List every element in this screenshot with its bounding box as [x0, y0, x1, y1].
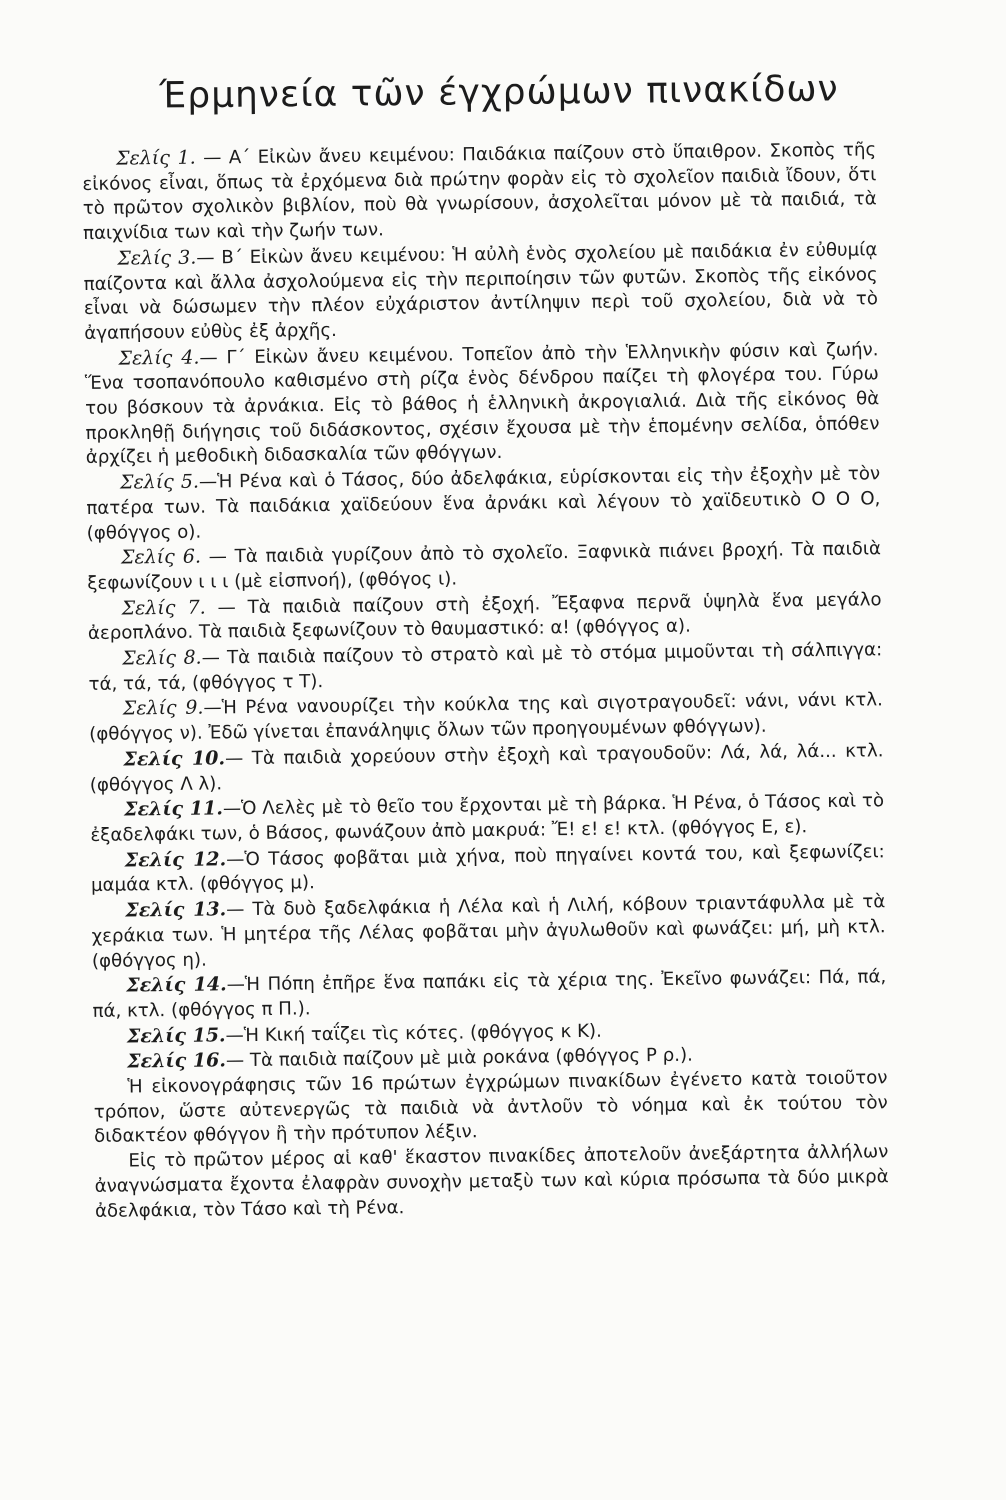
paragraph-page-15: Σελίς 15.—Ἡ Κική ταΐζει τὶς κότες. (φθόγγος κ Κ).: [126, 1020, 602, 1048]
paragraph-page-3: Σελίς 3.— Β΄ Εἰκὼν ἄνευ κειμένου: Ἡ αὐλὴ ἑνὸς σχολείου μὲ παιδάκια ἐν εὐθυμίᾳ παίζοντα καὶ ἄλλα ἀσχολούμενα εἰς τὴν περιποίησιν τῶν φυτῶν. Σκοπὸς τῆς εἰκόνος εἶναι νὰ δώσωμεν τὴν πλέον εὐχάριστον ἀντίληψιν περὶ τοῦ σχολείου, διὰ νὰ τὸ ἀγαπήσουν εὐθὺς ἐξ ἀρχῆς.: [83, 239, 879, 344]
section-label: Σελίς 5.: [119, 470, 200, 494]
paragraph-text: Ὁ Τάσος φοβᾶται μιὰ χήνα, ποὺ πηγαίνει κοντά του, καὶ ξεφωνίζει: μαμάα κτλ. (φθόγγος μ).: [90, 840, 885, 897]
closing-paragraph: Ἡ εἰκονογράφησις τῶν 16 πρώτων ἐγχρώμων πινακίδων ἐγένετο κατὰ τοιοῦτον τρόπον, ὥστε αὐτενεργῶς τὰ παιδιὰ νὰ ἀντλοῦν τὸ νόημα καὶ ἐκ τούτου τὸν διδακτέον φθόγγον ἢ τὴν πρότυπον λέξιν.: [93, 1067, 888, 1148]
paragraph-page-6: Σελίς 6. — Τὰ παιδιὰ γυρίζουν ἀπὸ τὸ σχολεῖο. Ξαφνικὰ πιάνει βροχή. Τὰ παιδιὰ ξεφωνίζουν ι ι ι (μὲ εἰσπνοή), (φθόγος ι).: [87, 538, 882, 594]
section-label: Σελίς 9.: [122, 697, 204, 721]
section-label: Σελίς 10.: [123, 747, 226, 771]
paragraph-text: Γ΄ Εἰκὼν ἄνευ κειμένου. Τοπεῖον ἀπὸ τὴν Ἑλληνικὴν φύσιν καὶ ζωήν. Ἕνα τσοπανόπουλο καθισμένο στὴ ρίζα ἑνὸς δένδρου παίζει τὴ φλογέρα του. Γύρω του βόσκουν τὰ ἀρνάκια. Εἰς τὸ βάθος ἡ ἑλληνικὴ ἀκρογιαλιά. Διὰ τῆς εἰκόνος θὰ προκληθῇ διήγησις τοῦ διδάσκοντος, σχέσιν ἔχουσα μὲ τὴν ἑπομένην σελίδα, ὁπόθεν ἀρχίζει ἡ μεθοδικὴ διδασκαλία τῶν φθόγγων.: [84, 338, 880, 469]
paragraph-page-1: Σελίς 1. — Α΄ Εἰκὼν ἄνευ κειμένου: Παιδάκια παίζουν στὸ ὕπαιθρον. Σκοπὸς τῆς εἰκόνος εἶναι, ὅπως τὰ ἐρχόμενα διὰ πρώτην φορὰν εἰς τὸ σχολεῖον παιδιὰ ἴδουν, ὅτι τὸ πρῶτον σχολικὸν βιβλίον, ποὺ θὰ γνωρίσουν, ἀσχολεῖται μόνον μὲ τὰ παιδιά, τὰ παιχνίδια των καὶ τὴν ζωήν των.: [82, 139, 877, 245]
closing-paragraph: Εἰς τὸ πρῶτον μέρος αἱ καθ' ἕκαστον πινακίδες ἀποτελοῦν ἀνεξάρτητα ἀλλήλων ἀναγνώσματα ἔχοντα ἐλαφρὰν συνοχὴν μεταξὺ των καὶ κύρια πρόσωπα τὰ δύο μικρὰ ἀδελφάκια, τὸν Τάσο καὶ τὴ Ρένα.: [94, 1141, 889, 1222]
section-label: Σελίς 6.: [120, 545, 202, 569]
paragraph-page-16: Σελίς 16.— Τὰ παιδιὰ παίζουν μὲ μιὰ ροκάνα (φθόγγος Ρ ρ.).: [127, 1044, 694, 1073]
paragraph-text: Τὰ παιδιὰ παίζουν μὲ μιὰ ροκάνα (φθόγγος Ρ ρ.).: [249, 1044, 694, 1072]
paragraph-text: Ἡ Πόπη ἐπῆρε ἕνα παπάκι εἰς τὰ χέρια της. Ἐκεῖνο φωνάζει: Πά, πά, πά, κτλ. (φθόγγος π Π.).: [92, 966, 887, 1022]
section-label: Σελίς 15.: [126, 1023, 226, 1048]
section-label: Σελίς 14.: [126, 973, 227, 997]
section-label: Σελίς 1.: [116, 146, 196, 170]
paragraph-text: Α΄ Εἰκὼν ἄνευ κειμένου: Παιδάκια παίζουν στὸ ὕπαιθρον. Σκοπὸς τῆς εἰκόνος εἶναι, ὅπως τὰ ἐρχόμενα διὰ πρώτην φορὰν εἰς τὸ σχολεῖον παιδιὰ ἴδουν, ὅτι τὸ πρῶτον σχολικὸν βιβλίον, ποὺ θὰ γνωρίσουν, ἀσχολεῖται μόνον μὲ τὰ παιδιά, τὰ παιχνίδια των καὶ τὴν ζωήν των.: [82, 139, 877, 245]
paragraph-page-13: Σελίς 13.— Τὰ δυὸ ξαδελφάκια ἡ Λέλα καὶ ἡ Λιλή, κόβουν τριαντάφυλλα μὲ τὰ χεράκια των. Ἡ μητέρα τῆς Λέλας φοβᾶται μὴν ἀγυλωθοῦν καὶ φωνάζει: μή, μὴ κτλ. (φθόγγος η).: [91, 891, 886, 972]
section-label: Σελίς 4.: [118, 346, 200, 370]
section-label: Σελίς 13.: [125, 898, 227, 922]
section-label: Σελίς 12.: [124, 847, 227, 872]
paragraph-page-7: Σελίς 7. — Τὰ παιδιὰ παίζουν στὴ ἐξοχή. Ἔξαφνα περνᾶ ὑψηλὰ ἕνα μεγάλο ἀεροπλάνο. Τὰ παιδιὰ ξεφωνίζουν τὸ θαυμαστικό: α! (φθόγγος α).: [87, 588, 882, 645]
paragraph-page-5: Σελίς 5.—Ἡ Ρένα καὶ ὁ Τάσος, δύο ἀδελφάκια, εὑρίσκονται εἰς τὴν ἐξοχὴν μὲ τὸν πατέρα των. Τὰ παιδάκια χαϊδεύουν ἕνα ἀρνάκι καὶ λέγουν τὸ χαϊδευτικὸ Ο Ο Ο, (φθόγγος ο).: [86, 463, 881, 544]
section-label: Σελίς 16.: [127, 1049, 227, 1073]
paragraph-text: Ὁ Λελὲς μὲ τὸ θεῖο του ἔρχονται μὲ τὴ βάρκα. Ἡ Ρένα, ὁ Τάσος καὶ τὸ ἐξαδελφάκι των, ὁ Βάσος, φωνάζουν ἀπὸ μακρυά: Ἔ! ε! ε! κτλ. (φθόγγος Ε, ε).: [90, 790, 885, 846]
paragraph-text: Τὰ παιδιὰ παίζουν στὴ ἐξοχή. Ἔξαφνα περνᾶ ὑψηλὰ ἕνα μεγάλο ἀεροπλάνο. Τὰ παιδιὰ ξεφωνίζουν τὸ θαυμαστικό: α! (φθόγγος α).: [87, 588, 882, 645]
paragraph-page-10: Σελίς 10.— Τὰ παιδιὰ χορεύουν στὴν ἐξοχὴ καὶ τραγουδοῦν: Λά, λά, λά... κτλ. (φθόγγος Λ λ).: [89, 740, 884, 796]
paragraph-page-11: Σελίς 11.—Ὁ Λελὲς μὲ τὸ θεῖο του ἔρχονται μὲ τὴ βάρκα. Ἡ Ρένα, ὁ Τάσος καὶ τὸ ἐξαδελφάκι των, ὁ Βάσος, φωνάζουν ἀπὸ μακρυά: Ἔ! ε! ε! κτλ. (φθόγγος Ε, ε).: [90, 790, 885, 846]
paragraph-page-9: Σελίς 9.—Ἡ Ρένα νανουρίζει τὴν κούκλα της καὶ σιγοτραγουδεῖ: νάνι, νάνι κτλ. (φθόγγος ν). Ἐδῶ γίνεται ἐπανάληψις ὅλων τῶν προηγουμένων φθόγγων).: [89, 689, 883, 746]
paragraph-text: Τὰ παιδιὰ χορεύουν στὴν ἐξοχὴ καὶ τραγουδοῦν: Λά, λά, λά... κτλ. (φθόγγος Λ λ).: [89, 740, 884, 796]
paragraph-text: Ἡ Ρένα νανουρίζει τὴν κούκλα της καὶ σιγοτραγουδεῖ: νάνι, νάνι κτλ. (φθόγγος ν). Ἐδῶ γίνεται ἐπανάληψις ὅλων τῶν προηγουμένων φθόγγων).: [89, 689, 883, 746]
paragraph-page-8: Σελίς 8.— Τὰ παιδιὰ παίζουν τὸ στρατὸ καὶ μὲ τὸ στόμα μιμοῦνται τὴ σάλπιγγα: τά, τά, τά, (φθόγγος τ Τ).: [88, 639, 883, 695]
page-title: Έρμηνεία τῶν έγχρώμων πινακίδων: [159, 68, 839, 117]
paragraph-page-4: Σελίς 4.— Γ΄ Εἰκὼν ἄνευ κειμένου. Τοπεῖον ἀπὸ τὴν Ἑλληνικὴν φύσιν καὶ ζωήν. Ἕνα τσοπανόπουλο καθισμένο στὴ ρίζα ἑνὸς δένδρου παίζει τὴ φλογέρα του. Γύρω του βόσκουν τὰ ἀρνάκια. Εἰς τὸ βάθος ἡ ἑλληνικὴ ἀκρογιαλιά. Διὰ τῆς εἰκόνος θὰ προκληθῇ διήγησις τοῦ διδάσκοντος, σχέσιν ἔχουσα μὲ τὴν ἑπομένην σελίδα, ὁπόθεν ἀρχίζει ἡ μεθοδικὴ διδασκαλία τῶν φθόγγων.: [84, 338, 880, 469]
paragraph-text: Τὰ παιδιὰ παίζουν τὸ στρατὸ καὶ μὲ τὸ στόμα μιμοῦνται τὴ σάλπιγγα: τά, τά, τά, (φθόγγος τ Τ).: [88, 639, 883, 695]
page-body: [82, 137, 889, 1224]
section-label: Σελίς 7.: [121, 596, 206, 620]
section-label: Σελίς 3.: [117, 246, 197, 270]
paragraph-text: Ἡ Ρένα καὶ ὁ Τάσος, δύο ἀδελφάκια, εὑρίσκονται εἰς τὴν ἐξοχὴν μὲ τὸν πατέρα των. Τὰ παιδάκια χαϊδεύουν ἕνα ἀρνάκι καὶ λέγουν τὸ χαϊδευτικὸ Ο Ο Ο, (φθόγγος ο).: [86, 463, 881, 544]
paragraph-page-14: Σελίς 14.—Ἡ Πόπη ἐπῆρε ἕνα παπάκι εἰς τὰ χέρια της. Ἐκεῖνο φωνάζει: Πά, πά, πά, κτλ. (φθόγγος π Π.).: [92, 966, 887, 1022]
section-label: Σελίς 8.: [122, 646, 202, 670]
paragraph-text: Τὰ δυὸ ξαδελφάκια ἡ Λέλα καὶ ἡ Λιλή, κόβουν τριαντάφυλλα μὲ τὰ χεράκια των. Ἡ μητέρα τῆς Λέλας φοβᾶται μὴν ἀγυλωθοῦν καὶ φωνάζει: μή, μὴ κτλ. (φθόγγος η).: [91, 891, 886, 972]
paragraph-page-12: Σελίς 12.—Ὁ Τάσος φοβᾶται μιὰ χήνα, ποὺ πηγαίνει κοντά του, καὶ ξεφωνίζει: μαμάα κτλ. (φθόγγος μ).: [90, 840, 885, 897]
paragraph-text: Τὰ παιδιὰ γυρίζουν ἀπὸ τὸ σχολεῖο. Ξαφνικὰ πιάνει βροχή. Τὰ παιδιὰ ξεφωνίζουν ι ι ι (μὲ εἰσπνοή), (φθόγος ι).: [87, 538, 882, 594]
paragraph-text: Ἡ Κική ταΐζει τὶς κότες. (φθόγγος κ Κ).: [243, 1020, 602, 1046]
paragraph-text: Β΄ Εἰκὼν ἄνευ κειμένου: Ἡ αὐλὴ ἑνὸς σχολείου μὲ παιδάκια ἐν εὐθυμίᾳ παίζοντα καὶ ἄλλα ἀσχολούμενα εἰς τὴν περιποίησιν τῶν φυτῶν. Σκοπὸς τῆς εἰκόνος εἶναι νὰ δώσωμεν τὴν πλέον εὐχάριστον ἀντίληψιν περὶ τοῦ σχολείου, διὰ νὰ τὸ ἀγαπήσουν εὐθὺς ἐξ ἀρχῆς.: [83, 239, 879, 344]
section-label: Σελίς 11.: [123, 797, 224, 821]
